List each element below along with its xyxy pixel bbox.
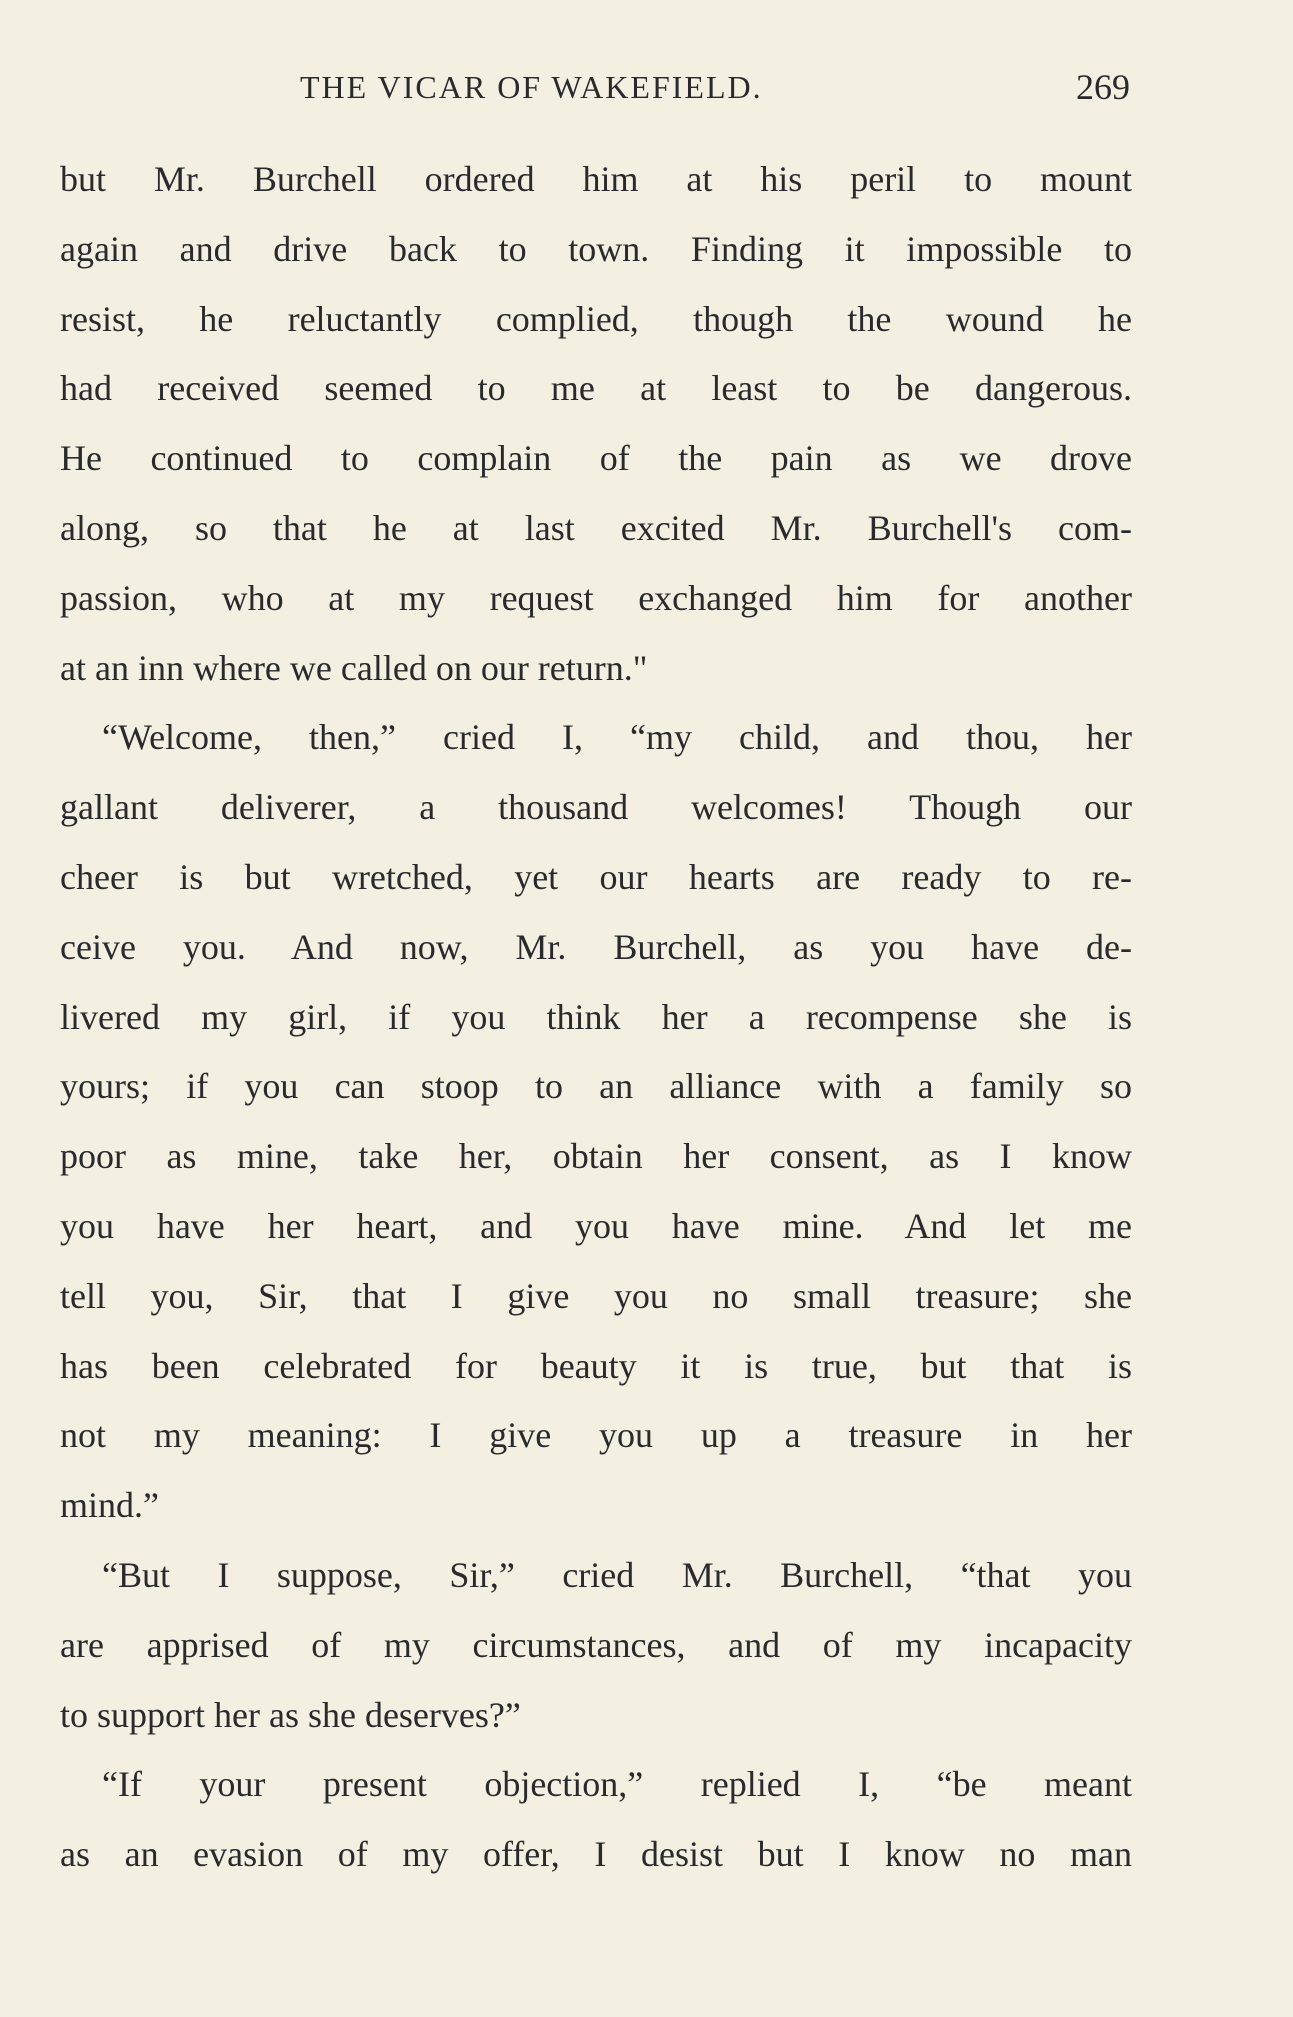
text-line: livered my girl, if you think her a recompense she is: [60, 996, 1132, 1037]
text-line: “If your present objection,” replied I, “be meant: [102, 1764, 1132, 1805]
text-line: “But I suppose, Sir,” cried Mr. Burchell, “that you: [102, 1554, 1132, 1595]
text-line: again and drive back to town. Finding it impossible to: [60, 228, 1132, 269]
text-line: poor as mine, take her, obtain her consent, as I know: [60, 1136, 1132, 1177]
text-line: at an inn where we called on our return.": [60, 647, 648, 688]
text-line: has been celebrated for beauty it is true, but that is: [60, 1345, 1132, 1386]
text-line: you have her heart, and you have mine. And let me: [60, 1205, 1132, 1246]
text-line: cheer is but wretched, yet our hearts are ready to re-: [60, 856, 1132, 897]
text-line: along, so that he at last excited Mr. Burchell's com-: [60, 507, 1132, 548]
text-line: gallant deliverer, a thousand welcomes! Though our: [60, 787, 1132, 828]
text-line: “Welcome, then,” cried I, “my child, and thou, her: [102, 717, 1132, 758]
text-line: ceive you. And now, Mr. Burchell, as you have de-: [60, 926, 1132, 967]
page-number: 269: [1076, 67, 1130, 107]
text-line: to support her as she deserves?”: [60, 1694, 521, 1735]
text-line: yours; if you can stoop to an alliance with a family so: [60, 1066, 1132, 1107]
running-title: THE VICAR OF WAKEFIELD.: [300, 69, 763, 105]
text-line: not my meaning: I give you up a treasure in her: [60, 1415, 1132, 1456]
text-line: mind.”: [60, 1485, 159, 1526]
text-line: passion, who at my request exchanged him for another: [60, 577, 1132, 618]
text-line: are apprised of my circumstances, and of my incapacity: [60, 1624, 1132, 1665]
text-line: resist, he reluctantly complied, though the wound he: [60, 298, 1132, 339]
text-line: as an evasion of my offer, I desist but I know no man: [60, 1834, 1132, 1875]
text-line: tell you, Sir, that I give you no small treasure; she: [60, 1275, 1132, 1316]
text-line: He continued to complain of the pain as we drove: [60, 438, 1132, 479]
text-line: but Mr. Burchell ordered him at his peril to mount: [60, 159, 1132, 199]
running-head: [300, 62, 1130, 112]
body-text: [60, 150, 1132, 1895]
text-line: had received seemed to me at least to be dangerous.: [60, 368, 1132, 409]
